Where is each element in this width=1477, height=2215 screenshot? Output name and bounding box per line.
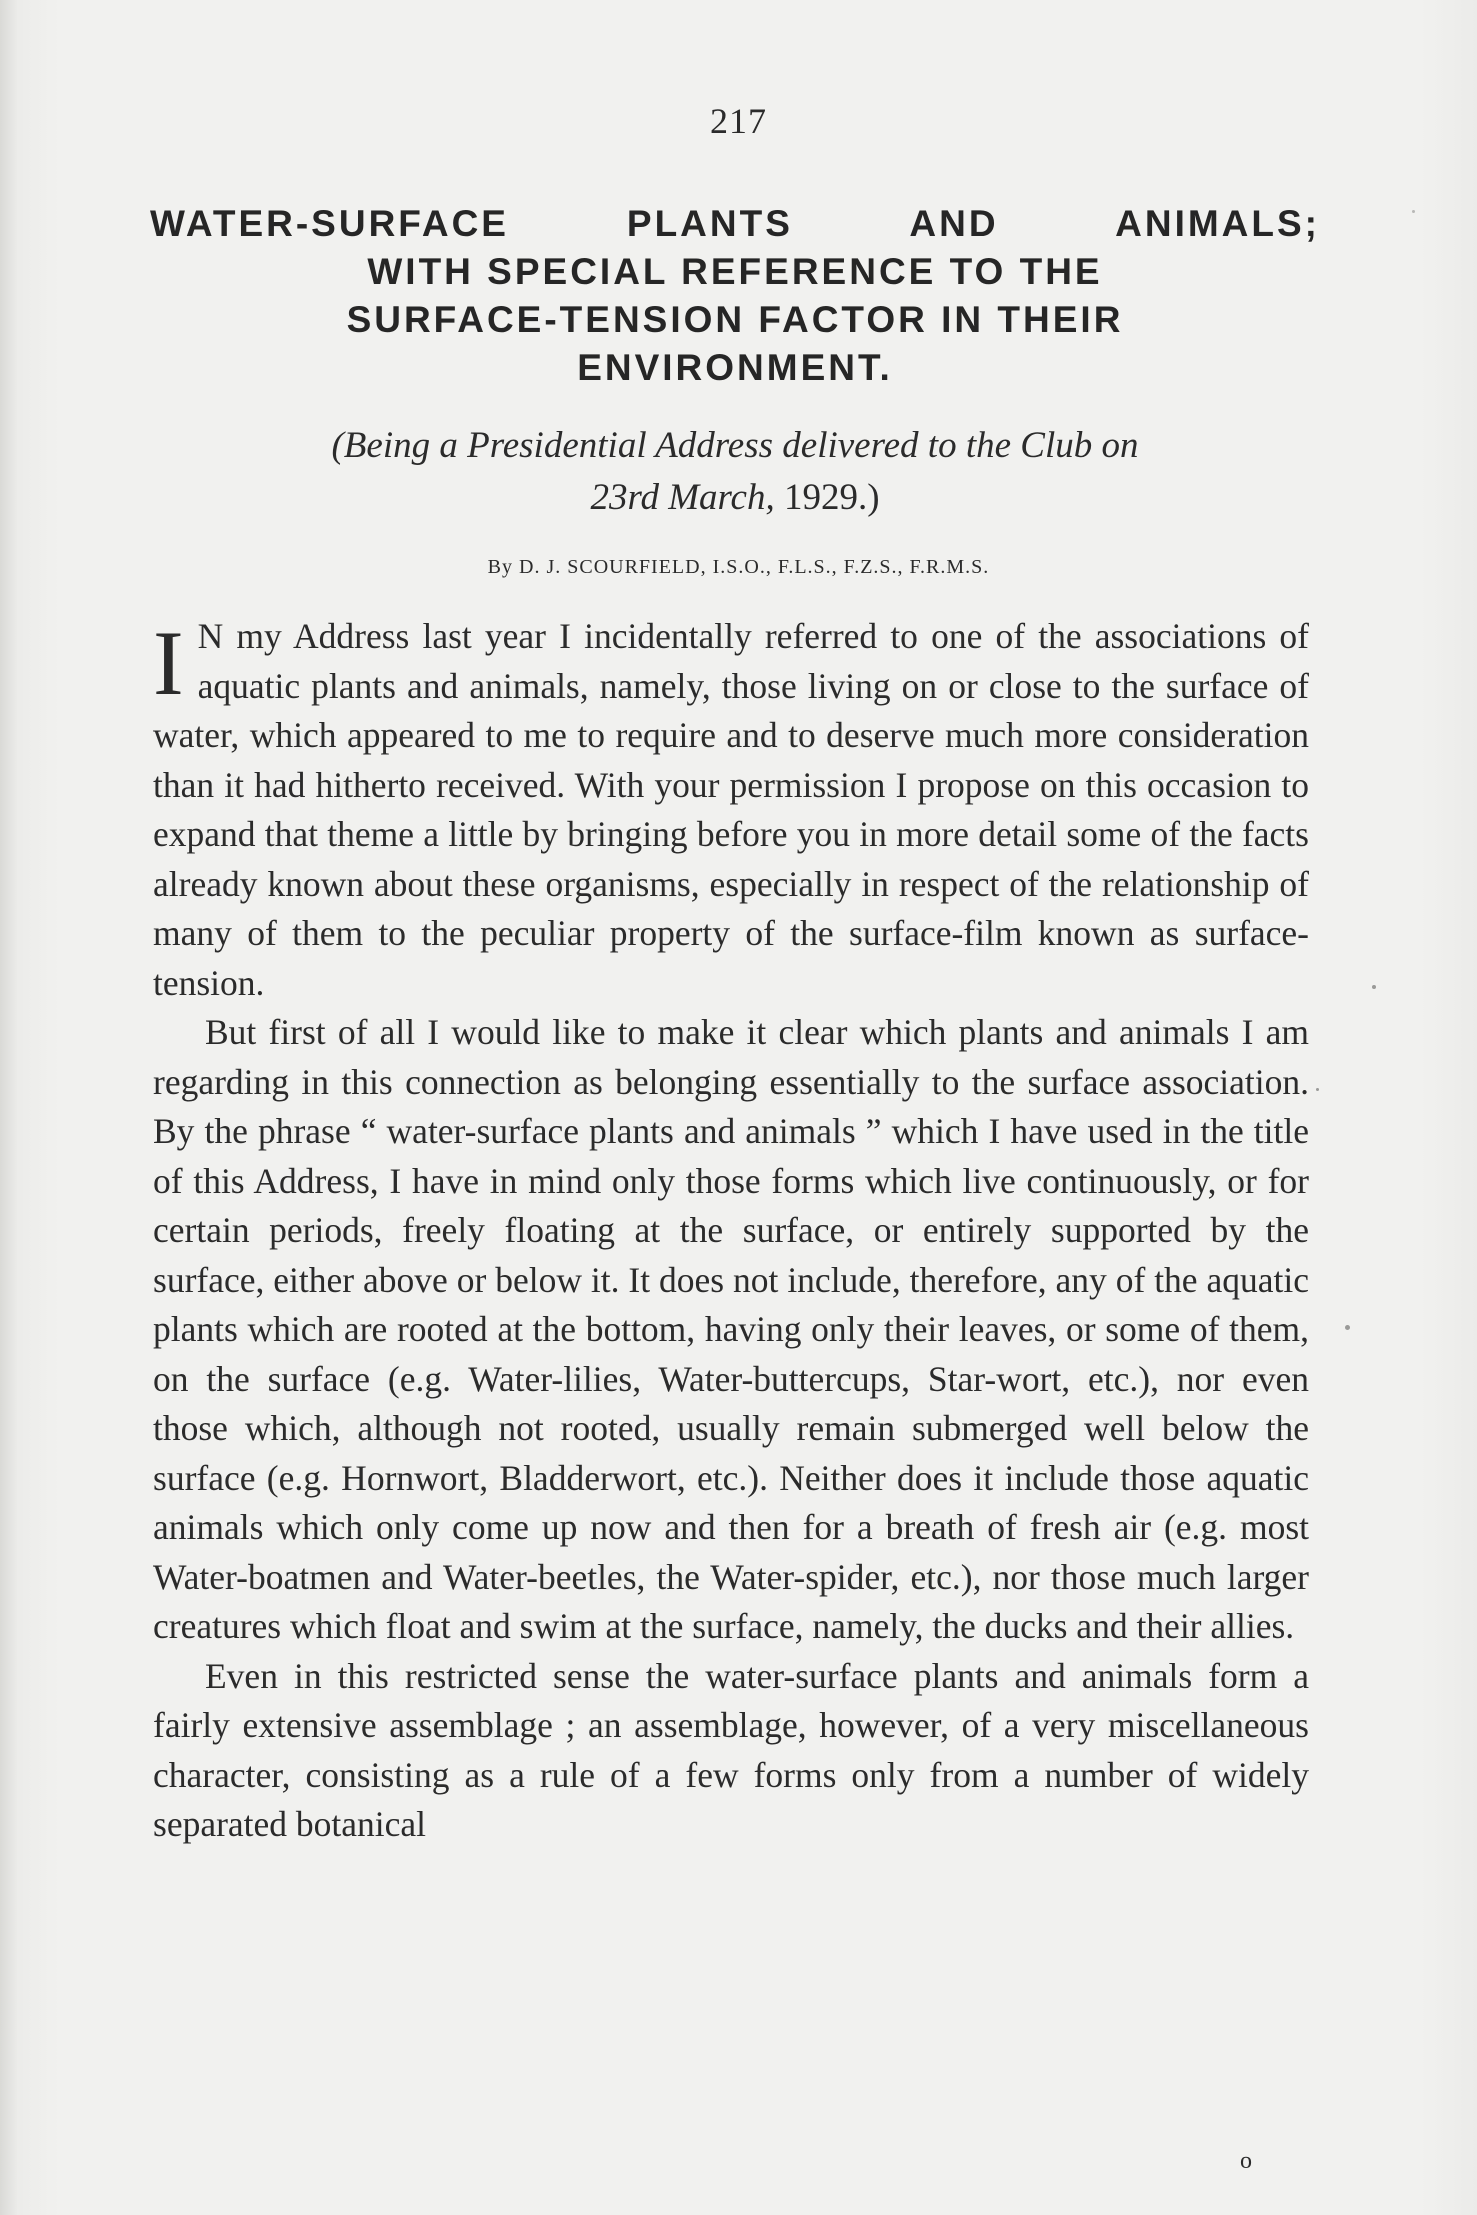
paragraph-text: N my Address last year I incidentally referred to one of the associations of aquatic plants and animals, namely, those living on or close to the surface of water, which appeared to me to require and to deserve much more consideration than it had hitherto received. With your permission I propose on this occasion to expand that theme a little by bringing before you in more detail some of the facts already known about these organisms, especially in respect of the relationship of many of them to the peculiar property of the surface-film known as surface-tension. [153,616,1309,1003]
page-number: 217 [710,101,767,141]
subtitle-year: 1929.) [774,477,880,518]
scan-speck [1372,985,1376,989]
scan-speck [1316,1088,1319,1091]
signature-mark: o [1240,2148,1252,2174]
scan-speck [1412,210,1415,213]
paragraph: Even in this restricted sense the water-surface plants and animals form a fairly extensive assemblage ; an assemblage, however, of a very miscellaneous character, consisting as a rule of a few forms only from a number of widely separated botanical [153,1655,1309,1844]
subtitle-line [150,472,1320,524]
article-body [153,612,1309,1850]
title-line: SURFACE-TENSION FACTOR IN THEIR [346,299,1124,340]
paragraph [153,612,1309,1008]
subtitle-date: 23rd March, [590,477,775,518]
paragraph: But first of all I would like to make it clear which plants and animals I am regarding in this connection as belonging essentially to the surface association. By the phrase “ water-surface plants and animals ” which I have used in the title of this Address, I have in mind only those forms which live continuously, or for certain periods, freely floating at the surface, or entirely supported by the surface, either above or below it. It does not include, therefore, any of the aquatic plants which are rooted at the bottom, having only their leaves, or some of them, on the surface (e.g. Water-lilies, Water-buttercups, Star-wort, etc.), nor even those which, although not rooted, usually remain submerged well below the surface (e.g. Hornwort, Bladderwort, etc.). Neither does it include those aquatic animals which only come up now and then for a breath of fresh air (e.g. most Water-boatmen and Water-beetles, the Water-spider, etc.), nor those much larger creatures which float and swim at the surface, namely, the ducks and their allies. [153,1012,1309,1646]
title-line: WITH SPECIAL REFERENCE TO THE [367,251,1103,292]
drop-cap: I [153,612,184,714]
scan-speck [1345,1325,1350,1330]
title-line: ENVIRONMENT. [577,347,893,388]
article-subtitle [150,420,1320,524]
author-byline: By D. J. SCOURFIELD, I.S.O., F.L.S., F.Z.S., F.R.M.S. [487,556,990,578]
subtitle-line: (Being a Presidential Address delivered to the Club on [331,425,1139,466]
article-title [150,200,1320,392]
title-line: WATER-SURFACE PLANTS AND ANIMALS; [150,203,1320,244]
